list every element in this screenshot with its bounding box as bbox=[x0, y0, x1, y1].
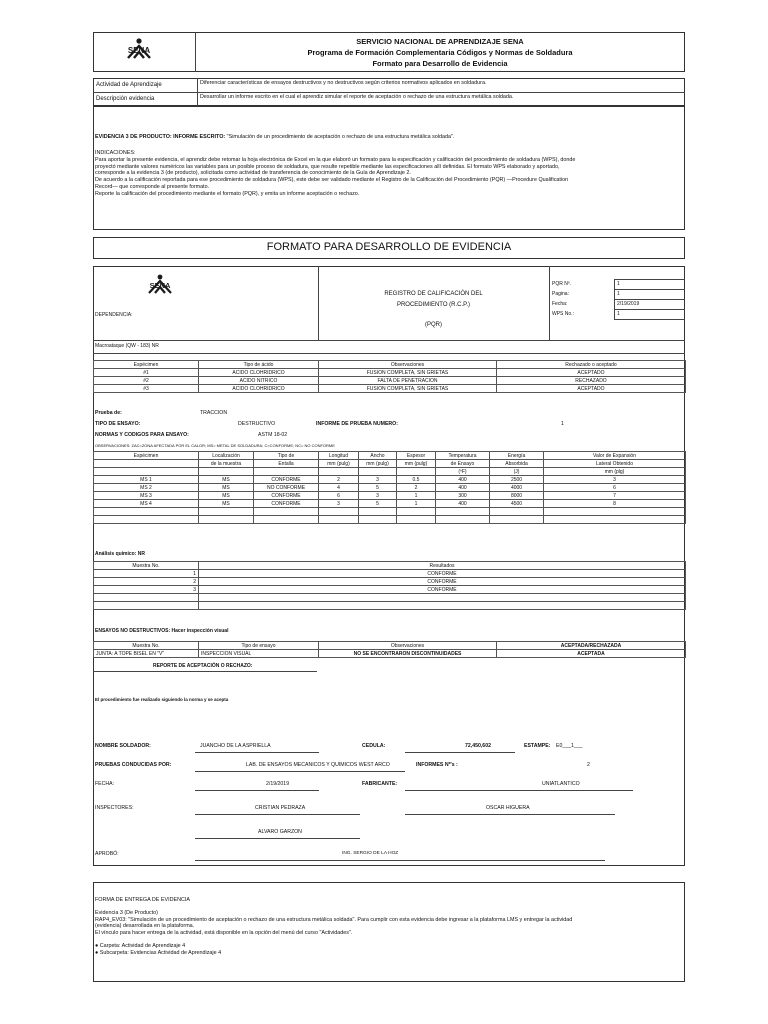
table-header-row bbox=[94, 468, 686, 476]
table-cell: CONFORME bbox=[254, 492, 319, 500]
table-cell: 400 bbox=[436, 500, 490, 508]
table-header bbox=[94, 468, 199, 476]
footer-l6: ● Subcarpeta: Evidencias Actividad de Aprendizaje 4 bbox=[95, 949, 222, 956]
indications-p4: De acuerdo a la calificación reportada para ese procedimiento de soldadura (WPS), este debe ser validado mediante el Registro de la Calificación del Procedimiento (PQR) —Procedure Qualification bbox=[95, 177, 569, 183]
table-cell: 2 bbox=[397, 484, 436, 492]
quimico-label: Análisis químico: NR bbox=[95, 551, 146, 557]
indications-p5: Record— que corresponde al presente formato. bbox=[95, 183, 210, 190]
table-header bbox=[254, 468, 319, 476]
table-cell: 8 bbox=[544, 500, 686, 508]
table-row bbox=[94, 570, 686, 578]
table-cell: MS bbox=[199, 492, 254, 500]
table-cell: 3 bbox=[94, 586, 199, 594]
table-cell: FALTA DE PENETRACION bbox=[319, 377, 497, 385]
table-header bbox=[397, 468, 436, 476]
table-cell: 1 bbox=[94, 570, 199, 578]
indications-p3: corresponde a la evidencia 3 (de producto), solicitada como actividad de transferencia de conocimiento de la Guía de Aprendizaje 2. bbox=[95, 170, 411, 177]
table-header-row bbox=[94, 460, 686, 468]
activity-label: Actividad de Aprendizaje bbox=[96, 82, 162, 88]
table-header bbox=[319, 468, 359, 476]
table-cell: 6 bbox=[319, 492, 359, 500]
table-cell: RECHAZADO bbox=[497, 377, 686, 385]
table-header: Rechazado o aceptado bbox=[497, 361, 686, 369]
evidence-title-bold: EVIDENCIA 3 DE PRODUCTO: INFORME ESCRITO: bbox=[95, 134, 226, 140]
table-cell: CONFORME bbox=[199, 586, 686, 594]
table-header: Muestra No. bbox=[94, 562, 199, 570]
table-header: Energía bbox=[490, 452, 544, 460]
cedula-value: 72,450,602 bbox=[465, 743, 491, 749]
table-header: mm (plg) bbox=[544, 468, 686, 476]
table-cell: 2 bbox=[94, 578, 199, 586]
table-cell: MS 2 bbox=[94, 484, 199, 492]
table-cell: 300 bbox=[436, 492, 490, 500]
table-cell: 5 bbox=[359, 500, 397, 508]
inspectores-label: INSPECTORES: bbox=[95, 805, 134, 811]
table-header: Muestra No. bbox=[94, 642, 199, 650]
record-title1: REGISTRO DE CALIFICACIÓN DEL bbox=[384, 291, 483, 297]
footer-text bbox=[95, 897, 683, 956]
table-cell: 3 bbox=[319, 500, 359, 508]
fecha-label: Fecha: bbox=[552, 301, 568, 307]
indications-label: INDICACIONES: bbox=[95, 150, 136, 156]
pagina-label: Pagina: bbox=[552, 291, 569, 297]
record-sena-logo-icon bbox=[136, 272, 184, 302]
nde-table bbox=[93, 641, 686, 658]
pqr-label: PQR Nº. bbox=[552, 281, 572, 287]
record-title2: PROCEDIMIENTO (R.C.P.) bbox=[396, 302, 471, 308]
table-cell: 8000 bbox=[490, 492, 544, 500]
wps-label: WPS No.: bbox=[552, 311, 574, 317]
macroataque-table bbox=[93, 360, 686, 393]
table-cell: JUNTA: A TOPE BISEL EN "V" bbox=[94, 650, 199, 658]
table-header: Ancho bbox=[359, 452, 397, 460]
table-cell: ACEPTADA bbox=[497, 650, 686, 658]
aprobo-value: ING. SERGIO DE LA HOZ bbox=[342, 851, 399, 856]
reporte-label: REPORTE DE ACEPTACIÓN O RECHAZO: bbox=[153, 663, 253, 669]
table-header: mm (pulg) bbox=[397, 460, 436, 468]
footer-title: FORMA DE ENTREGA DE EVIDENCIA bbox=[95, 897, 190, 903]
table-cell: MS 3 bbox=[94, 492, 199, 500]
inspector-1: CRISTIAN PEDRAZA bbox=[255, 805, 306, 811]
table-row bbox=[94, 385, 686, 393]
evidence-title bbox=[95, 134, 680, 141]
table-row bbox=[94, 377, 686, 385]
table-row bbox=[94, 594, 686, 602]
table-cell: #1 bbox=[94, 369, 199, 377]
footer-l5: ● Carpeta: Actividad de Aprendizaje 4 bbox=[95, 942, 186, 949]
table-header: Observaciones bbox=[319, 642, 497, 650]
table-cell: 3 bbox=[359, 492, 397, 500]
tipo-ensayo-value: DESTRUCTIVO bbox=[238, 421, 276, 427]
table-header: (ºF) bbox=[436, 468, 490, 476]
table-row bbox=[94, 650, 686, 658]
table-row bbox=[94, 586, 686, 594]
table-header-row bbox=[94, 562, 686, 570]
informes-label: INFORMES Nº's : bbox=[416, 762, 458, 768]
description-value: Desarrollar un informe escrito en el cual el aprendiz simular el reporte de aceptación o rechazo de una estructura metálica soldada. bbox=[200, 94, 514, 100]
table-cell: 400 bbox=[436, 484, 490, 492]
footer-l3: (evidencia) desarrollada en la plataforma. bbox=[95, 923, 195, 930]
estampe-value: E0___1___ bbox=[556, 743, 583, 749]
inspector-3: ALVARO GARZON bbox=[258, 829, 302, 835]
table-row bbox=[94, 492, 686, 500]
table-cell: CONFORME bbox=[254, 500, 319, 508]
form-title: FORMATO PARA DESARROLLO DE EVIDENCIA bbox=[266, 241, 512, 253]
table-row bbox=[94, 578, 686, 586]
table-header: de Ensayo bbox=[436, 460, 490, 468]
table-cell: ACIDO CLOHRIDRICO bbox=[199, 385, 319, 393]
table-cell: 4000 bbox=[490, 484, 544, 492]
informes-value: 2 bbox=[587, 762, 590, 768]
table-header: Entalla bbox=[254, 460, 319, 468]
dependencia-label: DEPENDENCIA: bbox=[95, 312, 133, 318]
table-header: mm (pulg) bbox=[319, 460, 359, 468]
activity-value: Diferenciar características de ensayos destructivos y no destructivos según criterios normativos aplicados en soldadura. bbox=[200, 80, 487, 86]
table-cell: 3 bbox=[359, 476, 397, 484]
fabricante-value: UNIATLANTICO bbox=[542, 781, 580, 787]
macroataque-label: Macroataque (QW - 183) NR bbox=[95, 343, 159, 349]
quimico-table bbox=[93, 561, 686, 610]
header-line2: Programa de Formación Complementaria Códigos y Normas de Soldadura bbox=[307, 48, 573, 57]
evidence-title-rest: "Simulación de un procedimiento de aceptación o rechazo de una estructura metálica soldada". bbox=[225, 134, 455, 140]
footer-l4: El vínculo para hacer entrega de la actividad, está disponible en la opción del menú del curso "Actividades". bbox=[95, 930, 353, 936]
table-cell: MS 1 bbox=[94, 476, 199, 484]
table-cell: MS 4 bbox=[94, 500, 199, 508]
table-header: de la muestra bbox=[199, 460, 254, 468]
impact-table bbox=[93, 451, 686, 524]
table-cell: 7 bbox=[544, 492, 686, 500]
pruebas-value: LAB. DE ENSAYOS MECANICOS Y QUIMICOS WEST ARCO bbox=[246, 762, 390, 768]
pruebas-label: PRUEBAS CONDUCIDAS POR: bbox=[95, 762, 172, 768]
inspector-2: OSCAR HIGUERA bbox=[486, 805, 530, 811]
table-header: mm (pulg) bbox=[359, 460, 397, 468]
reporte-text: El procedimiento fue realizado siguiendo la norma y se acepta bbox=[95, 697, 229, 702]
table-header-row bbox=[94, 452, 686, 460]
table-header: Valor de Expansión bbox=[544, 452, 686, 460]
soldador-label: NOMBRE SOLDADOR: bbox=[95, 743, 151, 749]
table-header: Espécimen bbox=[94, 361, 199, 369]
table-row bbox=[94, 484, 686, 492]
footer-l2: RAP4_EV03: "Simulación de un procedimiento de aceptación o rechazo de una estructura metálica soldada". Para cumplir con esta evidencia debe ingresar a la plataforma LMS y entregar la actividad bbox=[95, 916, 573, 923]
table-row bbox=[94, 508, 686, 516]
normas-label: NORMAS Y CODIGOS PARA ENSAYO: bbox=[95, 432, 189, 438]
informe-label: INFORME DE PRUEBA NUMERO: bbox=[316, 421, 398, 427]
table-cell: CONFORME bbox=[199, 578, 686, 586]
table-cell: 1 bbox=[397, 492, 436, 500]
table-row bbox=[94, 500, 686, 508]
table-header: Tipo de ensayo bbox=[199, 642, 319, 650]
sena-logo-icon bbox=[114, 36, 164, 68]
fecha-sign-label: FECHA: bbox=[95, 781, 115, 787]
fabricante-label: FABRICANTE: bbox=[362, 781, 398, 787]
informe-value: 1 bbox=[561, 421, 564, 427]
table-cell: CONFORME bbox=[199, 570, 686, 578]
table-cell: 1 bbox=[397, 500, 436, 508]
tipo-ensayo-label: TIPO DE ENSAYO: bbox=[95, 421, 141, 427]
pqr-value: 1 bbox=[617, 281, 620, 287]
table-cell: #2 bbox=[94, 377, 199, 385]
indications-p1: Para aportar la presente evidencia, el aprendiz debe retomar la hoja electrónica de Excel en la que elaboró un formato para la especificación y calificación del procedimiento de soldadura (WPS), donde bbox=[95, 156, 576, 163]
table-cell: 4 bbox=[319, 484, 359, 492]
table-header: Espesor bbox=[397, 452, 436, 460]
table-row bbox=[94, 369, 686, 377]
description-label: Descripción evidencia bbox=[96, 96, 155, 102]
estampe-label: ESTAMPE: bbox=[524, 743, 551, 749]
table-header: Tipo de ácido bbox=[199, 361, 319, 369]
table-row bbox=[94, 476, 686, 484]
indications-text bbox=[95, 150, 683, 197]
table-header-row bbox=[94, 642, 686, 650]
table-header: Espécimen bbox=[94, 452, 199, 460]
aprobo-label: APROBÓ: bbox=[95, 851, 119, 857]
table-cell: 6 bbox=[544, 484, 686, 492]
table-cell: INSPECCION VISUAL bbox=[199, 650, 319, 658]
sena-logo bbox=[114, 36, 164, 68]
table-header bbox=[94, 460, 199, 468]
header-line3: Formato para Desarrollo de Evidencia bbox=[372, 59, 508, 68]
normas-value: ASTM 18-02 bbox=[258, 432, 288, 438]
cedula-label: CEDULA: bbox=[362, 743, 386, 749]
table-cell: NO CONFORME bbox=[254, 484, 319, 492]
table-cell: MS bbox=[199, 476, 254, 484]
table-row bbox=[94, 602, 686, 610]
table-header: Observaciones bbox=[319, 361, 497, 369]
record-title3: (PQR) bbox=[425, 322, 442, 328]
table-header: Resultados bbox=[199, 562, 686, 570]
table-header: Temperatura bbox=[436, 452, 490, 460]
table-cell: MS bbox=[199, 484, 254, 492]
table-header: Longitud bbox=[319, 452, 359, 460]
table-cell: 3 bbox=[544, 476, 686, 484]
footer-l1: Evidencia 3 (De Producto) bbox=[95, 909, 158, 916]
table-cell: NO SE ENCONTRARON DISCONTINUIDADES bbox=[319, 650, 497, 658]
record-logo bbox=[136, 272, 184, 302]
indications-p2: proyectó mediante valores numéricos las variables para un posible proceso de soldadura, que resulte repetible mediante las especificaciones allí definidas. El formato WPS elaborado y aportado, bbox=[95, 163, 560, 170]
table-cell: ACIDO CLOHRIDRICO bbox=[199, 369, 319, 377]
soldador-value: JUANCHO DE LA ASPRIELLA bbox=[200, 743, 271, 749]
table-header: (J) bbox=[490, 468, 544, 476]
table-header: Lateral Obtenido bbox=[544, 460, 686, 468]
table-cell: 400 bbox=[436, 476, 490, 484]
table-cell: ACEPTADO bbox=[497, 385, 686, 393]
table-header: Localización bbox=[199, 452, 254, 460]
nde-label: ENSAYOS NO DESTRUCTIVOS: Hacer inspección visual bbox=[95, 628, 229, 634]
table-cell: 0.5 bbox=[397, 476, 436, 484]
prueba-label: Prueba de: bbox=[95, 410, 122, 416]
table-header bbox=[199, 468, 254, 476]
table-cell: 2 bbox=[319, 476, 359, 484]
table-cell: 2500 bbox=[490, 476, 544, 484]
table-cell: 4500 bbox=[490, 500, 544, 508]
table-cell: FUSION COMPLETA, SIN GRIETAS bbox=[319, 385, 497, 393]
record-logo-text: SENA bbox=[149, 281, 171, 290]
fecha-value: 2/19/2019 bbox=[617, 301, 640, 307]
pagina-value: 1 bbox=[617, 291, 620, 297]
table-cell: 5 bbox=[359, 484, 397, 492]
fecha-sign-value: 2/19/2019 bbox=[266, 781, 290, 787]
prueba-value: TRACCION bbox=[200, 410, 228, 416]
observaciones-note: OBSERVACIONES: ZAC=ZONA AFECTADA POR EL CALOR; MS= METAL DE SOLDADURA; C=CONFORME; NC= NO CONFORME bbox=[95, 443, 335, 448]
table-cell: #3 bbox=[94, 385, 199, 393]
table-cell: FUSION COMPLETA, SIN GRIETAS bbox=[319, 369, 497, 377]
table-cell: CONFORME bbox=[254, 476, 319, 484]
table-row bbox=[94, 516, 686, 524]
table-header: ACEPTADA/RECHAZADA bbox=[497, 642, 686, 650]
wps-value: 1 bbox=[617, 311, 620, 317]
indications-p6: Reporte la calificación del procedimiento mediante el formato (PQR), y emita un informe aceptación o rechazo. bbox=[95, 190, 360, 197]
sena-logo-text: SENA bbox=[127, 46, 151, 55]
header-line1: SERVICIO NACIONAL DE APRENDIZAJE SENA bbox=[356, 37, 524, 46]
table-cell: ACIDO NITRICO bbox=[199, 377, 319, 385]
table-header: Absorbida bbox=[490, 460, 544, 468]
table-header bbox=[359, 468, 397, 476]
table-cell: ACEPTADO bbox=[497, 369, 686, 377]
table-header-row bbox=[94, 361, 686, 369]
table-header: Tipo de bbox=[254, 452, 319, 460]
table-cell: MS bbox=[199, 500, 254, 508]
